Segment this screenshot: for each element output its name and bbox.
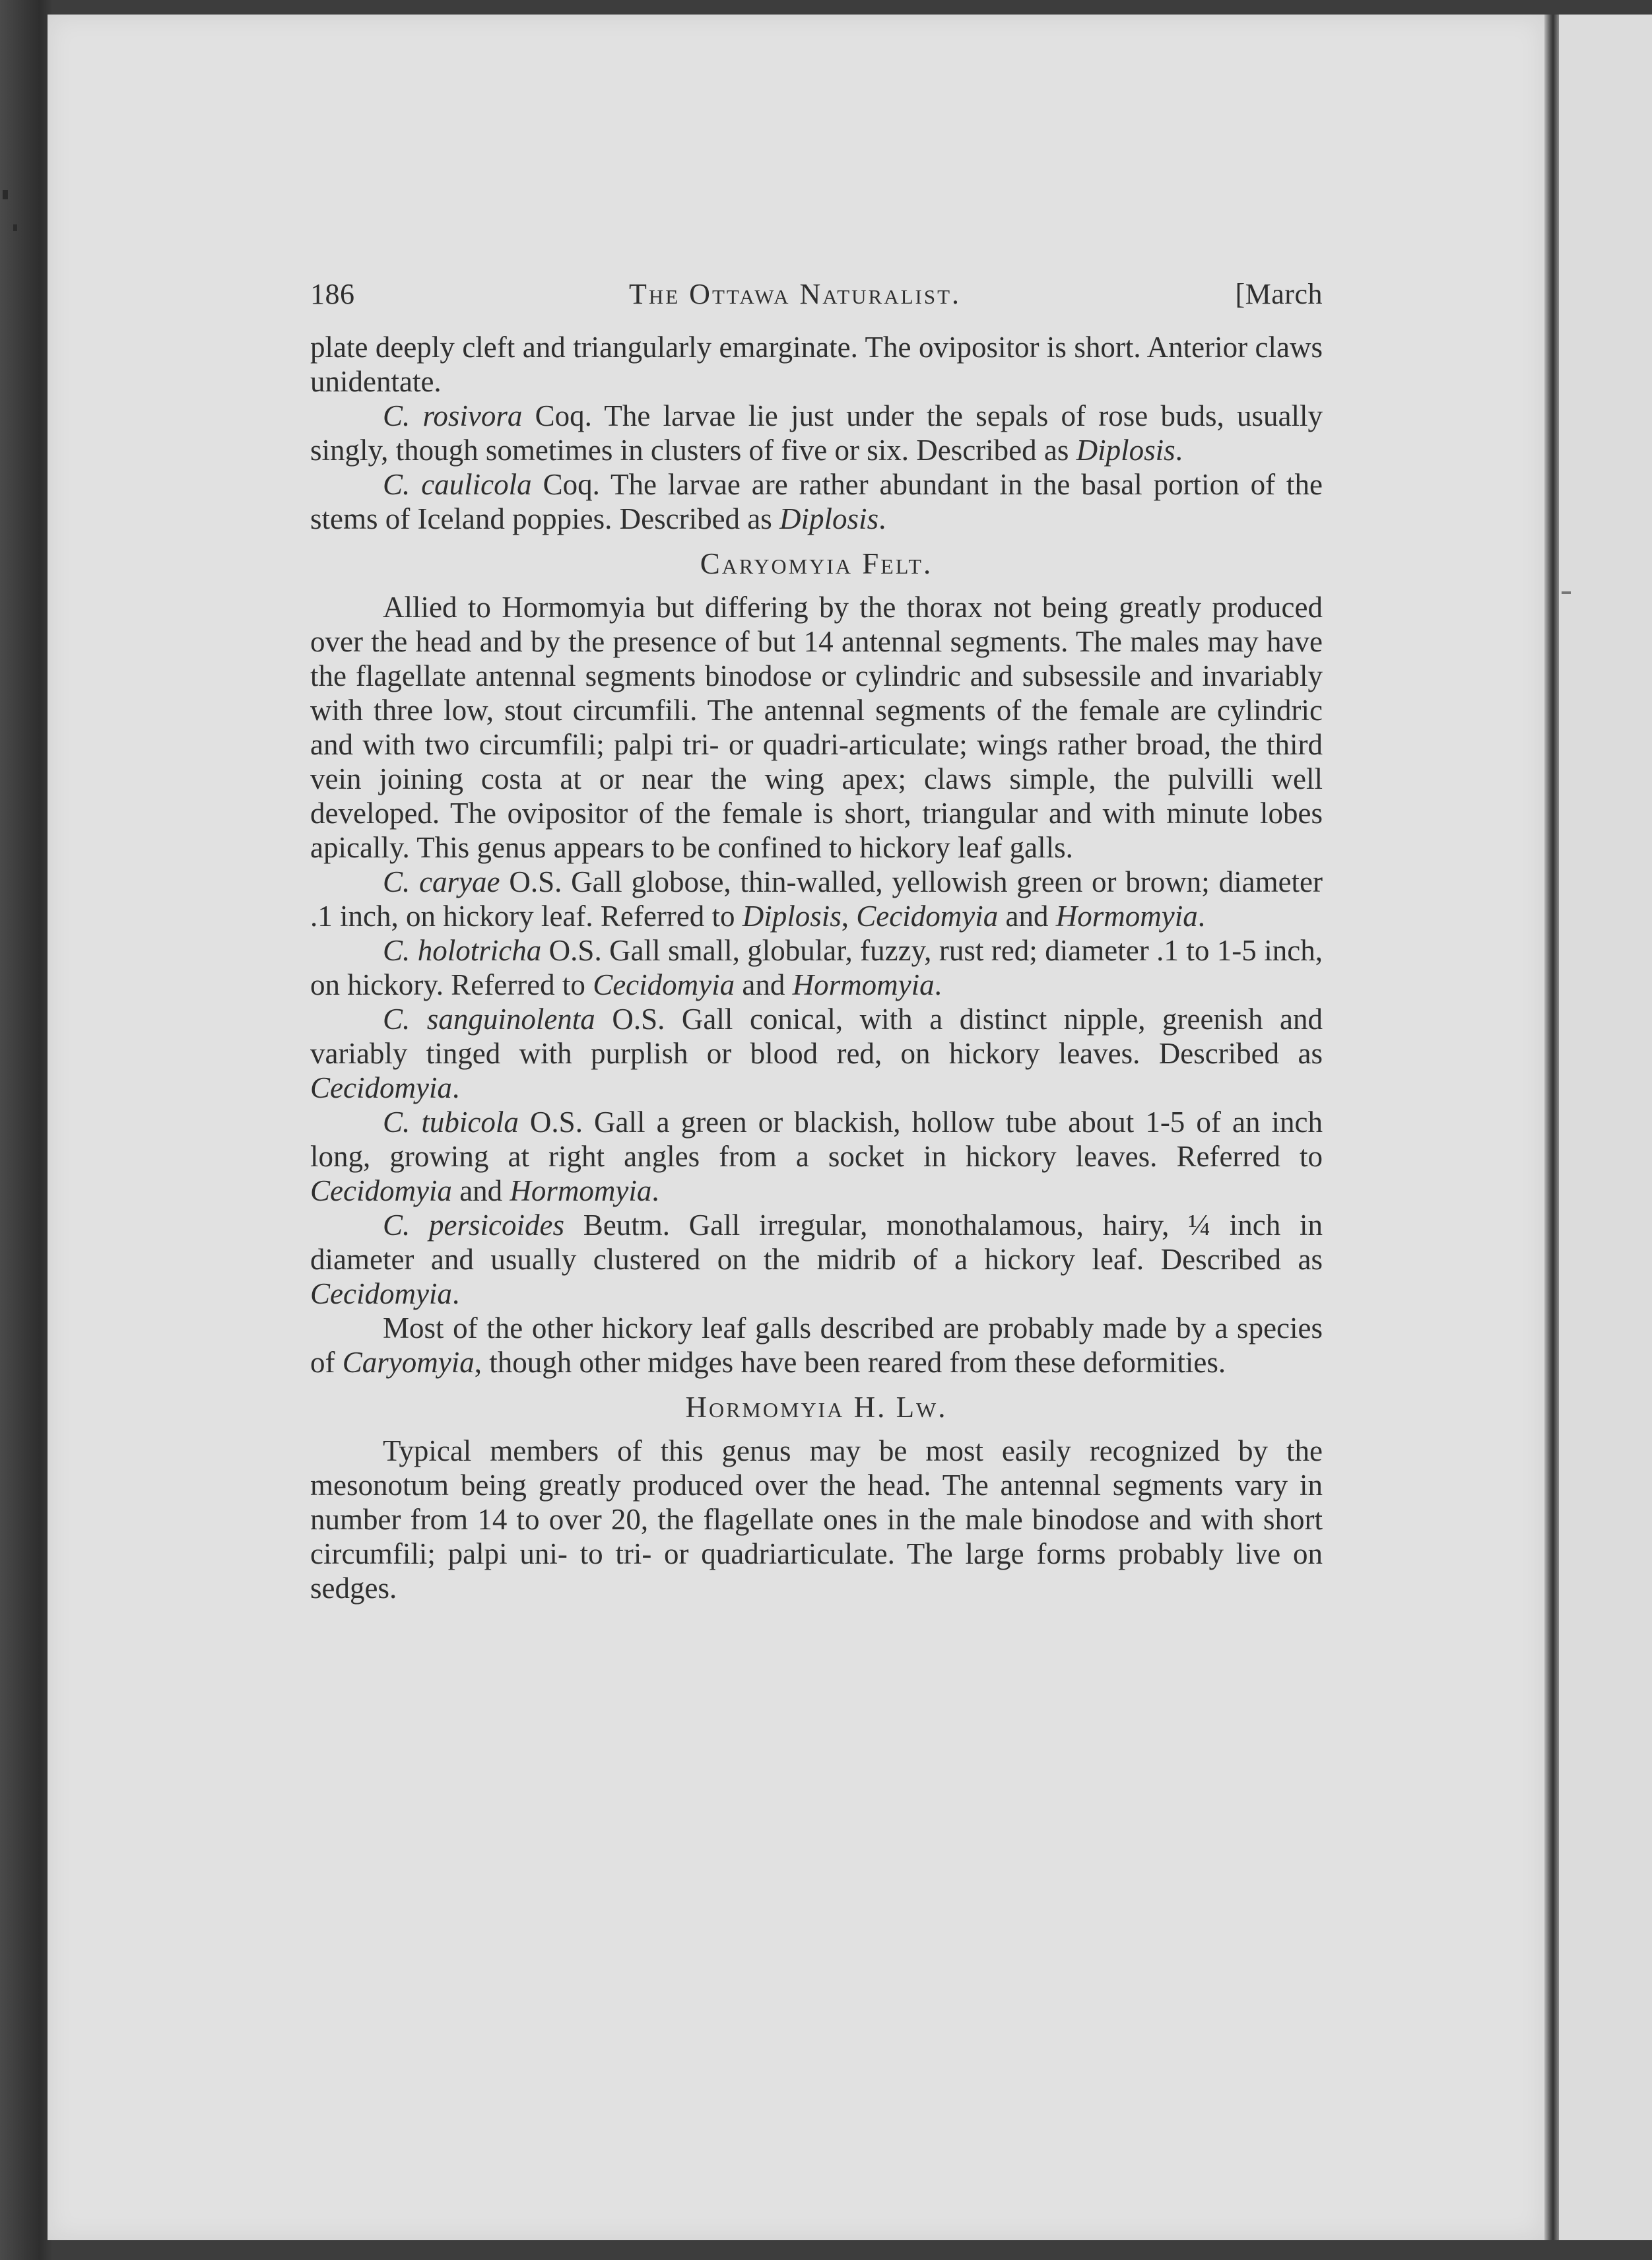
page-number: 186 [310, 278, 355, 310]
species-entry-rosivora [310, 399, 1323, 467]
species-end: . [1175, 434, 1183, 467]
species-author: O.S. [500, 865, 562, 898]
species-name: C. rosivora [383, 399, 523, 432]
species-entry-holotricha [310, 933, 1323, 1002]
species-author: O.S. [541, 934, 602, 967]
species-name: C. persicoides [383, 1209, 564, 1242]
species-name: C. sanguinolenta [383, 1003, 595, 1036]
scan-mark [13, 224, 17, 231]
section-heading-hormomyia: Hormomyia H. Lw. [685, 1391, 948, 1424]
species-entry-sanguinolenta [310, 1002, 1323, 1105]
genus-name: Diplosis [1076, 434, 1175, 467]
genus-name: Hormomyia [792, 968, 935, 1001]
species-name: C. caulicola [383, 468, 532, 501]
paragraph-other-galls [310, 1311, 1323, 1379]
species-name: C. holotricha [383, 934, 542, 967]
genus-name: Hormomyia [510, 1174, 652, 1207]
species-entry-tubicola [310, 1105, 1323, 1208]
species-text: Gall conical, with a distinct nipple, greenish and variably tinged with purplish or blood red, on hickory leaves. Described as [310, 1003, 1323, 1070]
species-end: . [878, 502, 886, 535]
species-author: O.S. [518, 1106, 583, 1139]
species-author: Coq. [531, 468, 600, 501]
genus-name: Cecidomyia [310, 1277, 452, 1310]
species-entry-caulicola [310, 467, 1323, 536]
genus-name: Cecidomyia [593, 968, 735, 1001]
facing-page-strip [1559, 15, 1652, 2240]
issue-month: [March [1235, 278, 1323, 310]
species-text: The larvae lie just under the sepals of rose buds, usually singly, though sometimes in clusters of five or six. Described as [310, 399, 1323, 467]
genus-name: Diplosis [779, 502, 879, 535]
species-name: C. caryae [383, 865, 500, 898]
species-end: . [451, 1071, 460, 1104]
section-heading-caryomyia: Caryomyia Felt. [700, 547, 933, 580]
genus-name: Cecidomyia [310, 1174, 452, 1207]
scan-mark [3, 190, 8, 199]
paragraph-text: Most of the other hickory leaf galls described are probably made by a species of [310, 1312, 1323, 1379]
journal-title: The Ottawa Naturalist. [628, 278, 962, 310]
genus-name: Cecidomyia [856, 900, 999, 933]
species-name: C. tubicola [383, 1106, 519, 1139]
page-binding-edge [1544, 15, 1559, 2240]
species-text: Gall globose, thin-walled, yellowish green or brown; diameter .1 inch, on hickory leaf. Referred to [310, 865, 1323, 933]
separator: and [998, 900, 1056, 933]
species-text: Gall a green or blackish, hollow tube about 1-5 of an inch long, growing at right angles from a socket in hickory leaves. Referred to [310, 1106, 1323, 1173]
species-author: O.S. [595, 1003, 665, 1036]
separator: and [451, 1174, 510, 1207]
species-author: Beutm. [564, 1209, 671, 1242]
species-entry-persicoides [310, 1208, 1323, 1311]
species-end: . [651, 1174, 659, 1207]
species-end: . [1197, 900, 1205, 933]
genus-name: Diplosis [742, 900, 842, 933]
species-text: The larvae are rather abundant in the basal portion of the stems of Iceland poppies. Described as [310, 468, 1323, 535]
genus-name: Cecidomyia [310, 1071, 452, 1104]
page-content [310, 277, 1323, 1605]
scan-mark [1562, 591, 1571, 594]
separator: and [735, 968, 793, 1001]
species-text: Gall irregular, monothalamous, hairy, ¼ inch in diameter and usually clustered on the midrib of a hickory leaf. Described as [310, 1209, 1323, 1276]
paragraph-text: , though other midges have been reared from these deformities. [474, 1346, 1226, 1379]
species-author: Coq. [522, 399, 592, 432]
genus-description-caryomyia: Allied to Hormomyia but differing by the thorax not being greatly produced over the head and by the presence of but 14 antennal segments. The males may have the flagellate antennal segments binodose or cylindric and subsessile and invariably with three low, stout circumfili. The antennal segments of the female are cylindric and with two circumfili; palpi tri- or quadri-articulate; wings rather broad, the third vein joining costa at or near the wing apex; claws simple, the pulvilli well developed. The ovipositor of the female is short, triangular and with minute lobes apically. This genus appears to be confined to hickory leaf galls. [310, 591, 1323, 864]
running-header [310, 277, 1323, 312]
species-entry-caryae [310, 865, 1323, 933]
species-text: Gall small, globular, fuzzy, rust red; diameter .1 to 1-5 inch, on hickory. Referred to [310, 934, 1323, 1001]
paragraph-continued: plate deeply cleft and triangularly emarginate. The ovipositor is short. Anterior claws unidentate. [310, 331, 1323, 398]
genus-name: Hormomyia [1055, 900, 1198, 933]
separator: , [841, 900, 857, 933]
genus-description-hormomyia: Typical members of this genus may be most easily recognized by the mesonotum being greatly produced over the head. The antennal segments vary in number from 14 to over 20, the flagellate ones in the male binodose and with short circumfili; palpi uni- to tri- or quadriarticulate. The large forms probably live on sedges. [310, 1434, 1323, 1605]
species-end: . [934, 968, 942, 1001]
species-end: . [451, 1277, 460, 1310]
genus-name: Caryomyia [342, 1346, 475, 1379]
